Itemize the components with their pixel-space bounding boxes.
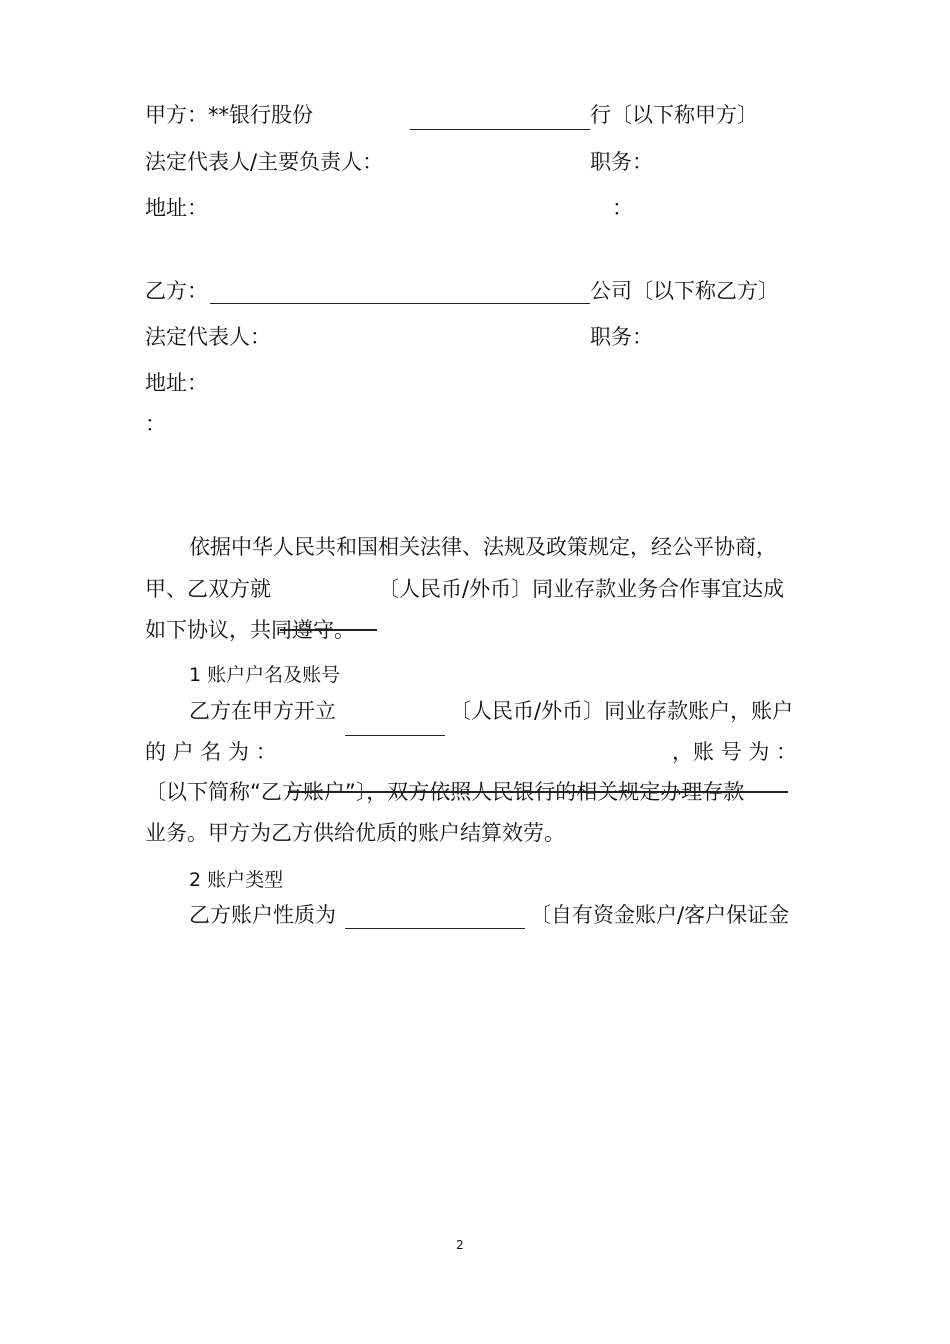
party-a-colon: ： [612,196,633,220]
party-b-position-label: 职务： [590,325,653,349]
party-b-blank [210,303,590,304]
intro-line-2a: 甲、乙双方就 [145,577,271,601]
intro-line-1: 依据中华人民共和国相关法律、法规及政策规定，经公平协商， [189,535,777,559]
strike-mark [288,791,788,793]
section-1-line-2a: 的 户 名 为 ： [145,740,277,764]
party-a-position-label: 职务： [590,150,653,174]
intro-line-3: 如下协议，共同遵守。 [145,618,355,642]
party-b-suffix: 公司〔以下称乙方〕 [590,279,779,303]
section-1-line-3: 〔以下简称“乙方账户”〕，双方依照人民银行的相关规定办理存款 [145,780,745,804]
section-1-currency-blank [345,735,445,736]
party-b-label: 乙方： [145,279,208,303]
party-a-suffix: 行〔以下称甲方〕 [590,103,758,127]
party-a-blank [410,129,590,130]
section-2-heading: 2 账户类型 [189,869,284,891]
section-1-heading: 1 账户户名及账号 [189,664,341,686]
strike-mark [280,629,377,631]
section-2-line-1b: 〔自有资金账户/客户保证金 [530,903,790,927]
party-a-rep-label: 法定代表人/主要负责人： [145,150,384,174]
section-2-line-1a: 乙方账户性质为 [189,903,336,927]
party-b-colon: ： [145,412,166,436]
party-b-address-label: 地址： [145,371,208,395]
intro-line-2b: 〔人民币/外币〕同业存款业务合作事宜达成 [378,577,785,601]
section-1-line-1b: 〔人民币/外币〕同业存款账户，账户 [450,699,794,723]
party-a-address-label: 地址： [145,196,208,220]
section-1-line-4: 业务。甲方为乙方供给优质的账户结算效劳。 [145,821,565,845]
section-1-line-1a: 乙方在甲方开立 [189,699,336,723]
section-2-type-blank [345,928,525,929]
section-1-line-2b: ，账 号 为 ： [672,740,798,764]
party-a-label: 甲方：**银行股份 [145,103,313,127]
page-number: 2 [456,1238,464,1252]
party-b-rep-label: 法定代表人： [145,325,271,349]
